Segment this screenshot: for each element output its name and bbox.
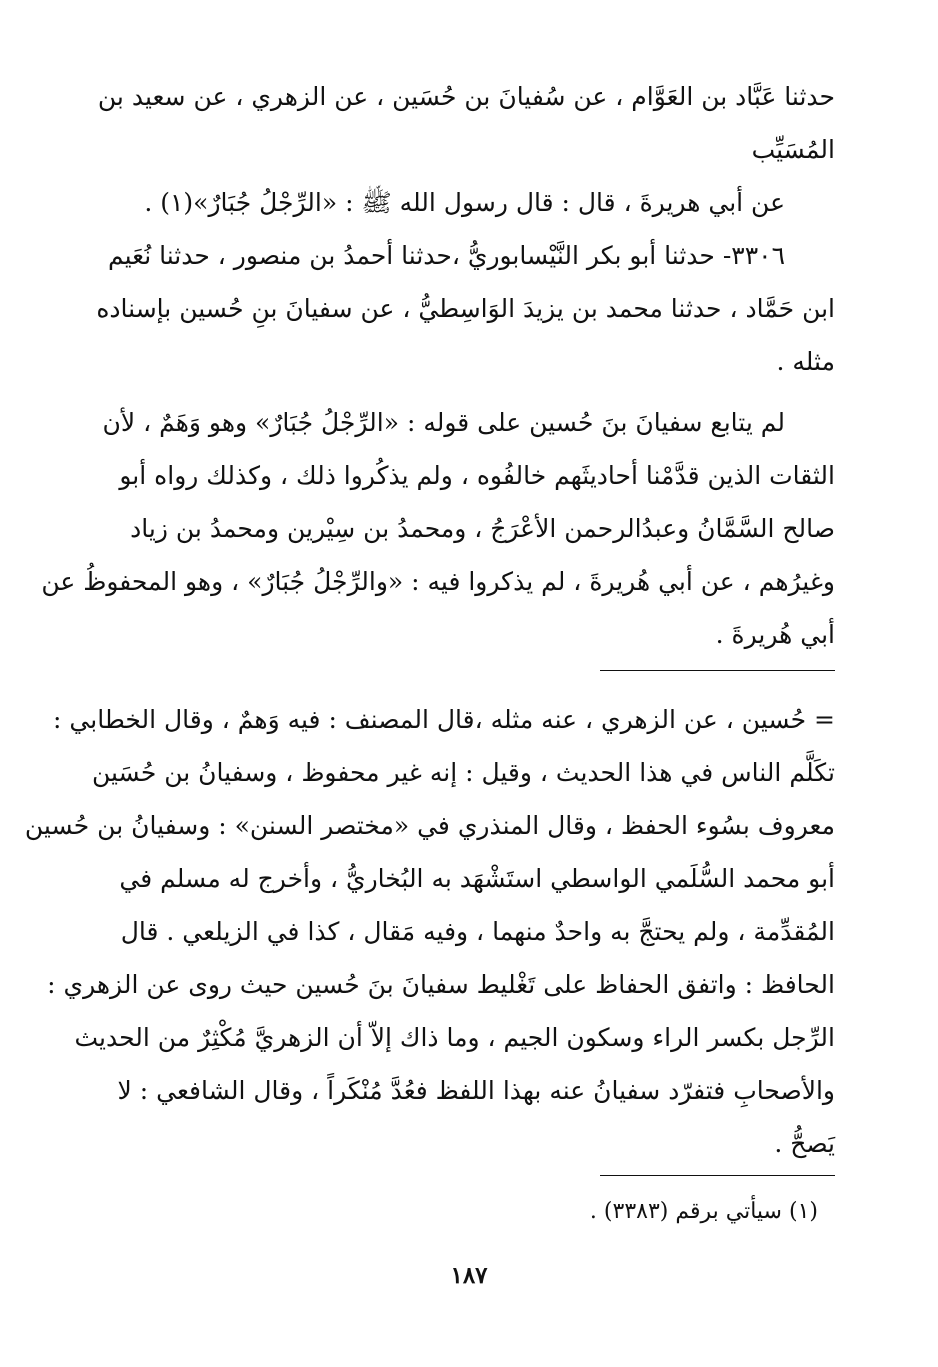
note-line: يَصحُّ .	[774, 1129, 835, 1158]
text-line: حدثنا عَبَّاد بن العَوَّام ، عن سُفيانَ بن حُسَين ، عن الزهري ، عن سعيد بن	[97, 82, 835, 111]
hadith-chain	[97, 70, 835, 176]
footnote-divider	[600, 1175, 835, 1176]
text-line: وغيرُهم ، عن أبي هُريرةَ ، لم يذكروا فيه : «والرِّجْلُ جُبَارٌ» ، وهو المحفوظُ عن	[41, 567, 835, 596]
note-line: الرِّجل بكسر الراء وسكون الجيم ، وما ذاك إلاّ أن الزهريَّ مُكْثِرٌ من الحديث	[74, 1023, 835, 1052]
note-line: الحافظ : واتفق الحفاظ على تَغْليط سفيانَ بنَ حُسين حيث روى عن الزهري :	[47, 970, 835, 999]
notes-divider	[600, 670, 835, 671]
text-line: المُسَيِّب	[751, 135, 835, 164]
entry-3306	[96, 229, 835, 388]
footnote: (١) سيأتي برقم (٣٣٨٣) .	[589, 1199, 818, 1224]
text-line: الثقات الذين قدَّمْنا أحاديثَهم خالفُوه ، ولم يذكُروا ذلك ، وكذلك رواه أبو	[119, 461, 835, 490]
hadith-matn	[130, 176, 835, 229]
note-line: والأصحابِ فتفرّد سفيانُ عنه بهذا اللفظ فعُدَّ مُنْكَراً ، وقال الشافعي : لا	[117, 1076, 835, 1105]
page-number: ١٨٧	[450, 1262, 488, 1289]
text-line: ابن حَمَّاد ، حدثنا محمد بن يزيدَ الوَاسِطيُّ ، عن سفيانَ بنِ حُسين بإسناده	[96, 294, 835, 323]
main-text	[41, 70, 835, 661]
author-commentary	[41, 396, 835, 661]
text-line: مثله .	[776, 347, 835, 376]
text-line: صالح السَّمَّانُ وعبدُالرحمن الأعْرَجُ ، ومحمدُ بن سِيْرين ومحمدُ بن زياد	[130, 514, 835, 543]
text-line: أبي هُريرةَ .	[715, 620, 835, 649]
note-line: أبو محمد السُّلَمي الواسطي استَشْهَد به البُخاريُّ ، وأخرج له مسلم في	[119, 864, 835, 893]
note-line: تكَلَّم الناس في هذا الحديث ، وقيل : إنه غير محفوظ ، وسفيانُ بن حُسَين	[91, 758, 835, 787]
text-line: عن أبي هريرةَ ، قال : قال رسول الله ﷺ : «الرِّجْلُ جُبَارٌ»(١) .	[144, 188, 785, 217]
text-line: ٣٣٠٦- حدثنا أبو بكر النَّيْسابوريُّ ،حدثنا أحمدُ بن منصور ، حدثنا نُعَيم	[107, 241, 785, 270]
note-line: معروف بسُوء الحفظ ، وقال المنذري في «مختصر السنن» : وسفيانُ بن حُسين	[24, 811, 835, 840]
text-line: لم يتابع سفيانَ بنَ حُسين على قوله : «الرِّجْلُ جُبَارٌ» وهو وَهَمٌ ، لأن	[102, 408, 785, 437]
note-line: المُقدِّمة ، ولم يحتجَّ به واحدٌ منهما ، وفيه مَقال ، كذا في الزيلعي . قال	[120, 917, 835, 946]
note-line: = حُسين ، عن الزهري ، عنه مثله ،قال المصنف : فيه وَهمٌ ، وقال الخطابي :	[53, 705, 835, 734]
continued-notes	[24, 693, 835, 1170]
